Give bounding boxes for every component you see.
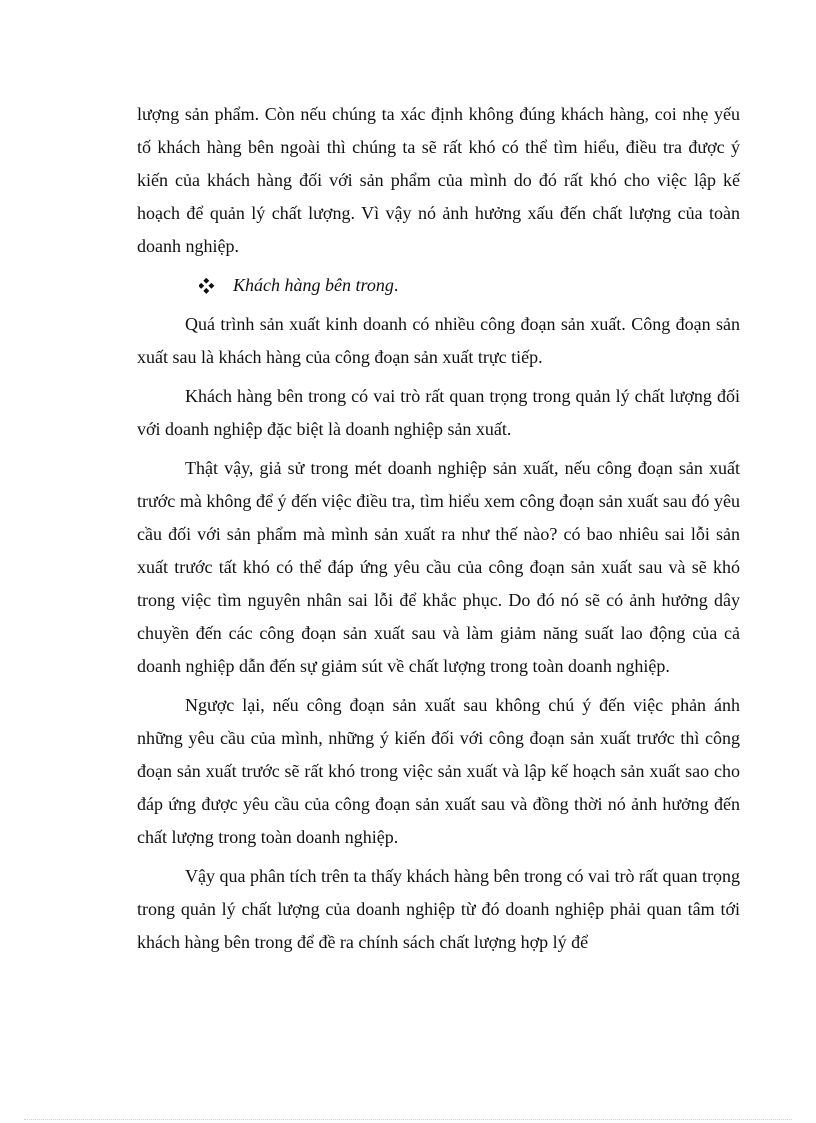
paragraph: Ngược lại, nếu công đoạn sản xuất sau không chú ý đến việc phản ánh những yêu cầu của mình, những ý kiến đối với công đoạn sản xuất trước thì công đoạn sản xuất trước sẽ rất khó trong việc sản xuất và lập kế hoạch sản xuất sao cho đáp ứng được yêu cầu của công đoạn sản xuất sau và đồng thời nó ảnh hưởng đến chất lượng trong toàn doanh nghiệp. [137, 695, 740, 847]
paragraph: Quá trình sản xuất kinh doanh có nhiều công đoạn sản xuất. Công đoạn sản xuất sau là khách hàng của công đoạn sản xuất trực tiếp. [137, 314, 740, 367]
footer-divider [24, 1119, 792, 1120]
paragraph-continuation: lượng sản phẩm. Còn nếu chúng ta xác định không đúng khách hàng, coi nhẹ yếu tố khách hàng bên ngoài thì chúng ta sẽ rất khó có thể tìm hiểu, điều tra được ý kiến của khách hàng đối với sản phẩm của mình do đó rất khó cho việc lập kế hoạch để quản lý chất lượng. Vì vậy nó ảnh hưởng xấu đến chất lượng của toàn doanh nghiệp. [137, 104, 740, 256]
paragraph: Vậy qua phân tích trên ta thấy khách hàng bên trong có vai trò rất quan trọng trong quản lý chất lượng của doanh nghiệp từ đó doanh nghiệp phải quan tâm tới khách hàng bên trong để đề ra chính sách chất lượng hợp lý để [137, 866, 740, 952]
bullet-heading-suffix: . [393, 275, 399, 295]
bullet-heading-text: Khách hàng bên trong [233, 275, 394, 295]
document-body [137, 98, 740, 959]
paragraph: Khách hàng bên trong có vai trò rất quan trọng trong quản lý chất lượng đối với doanh nghiệp đặc biệt là doanh nghiệp sản xuất. [137, 386, 740, 439]
bullet-heading [199, 269, 740, 302]
paragraph: Thật vậy, giả sử trong mét doanh nghiệp sản xuất, nếu công đoạn sản xuất trước mà không để ý đến việc điều tra, tìm hiểu xem công đoạn sản xuất sau đó yêu cầu đối với sản phẩm mà mình sản xuất ra như thế nào? có bao nhiêu sai lỗi sản xuất trước tất khó có thể đáp ứng yêu cầu của công đoạn sản xuất sau và sẽ khó trong việc tìm nguyên nhân sai lỗi để khắc phục. Do đó nó sẽ có ảnh hưởng dây chuyền đến các công đoạn sản xuất sau và làm giảm năng suất lao động của cả doanh nghiệp dẫn đến sự giảm sút về chất lượng trong toàn doanh nghiệp. [137, 458, 740, 676]
diamond-four-bullet-icon [199, 278, 215, 294]
